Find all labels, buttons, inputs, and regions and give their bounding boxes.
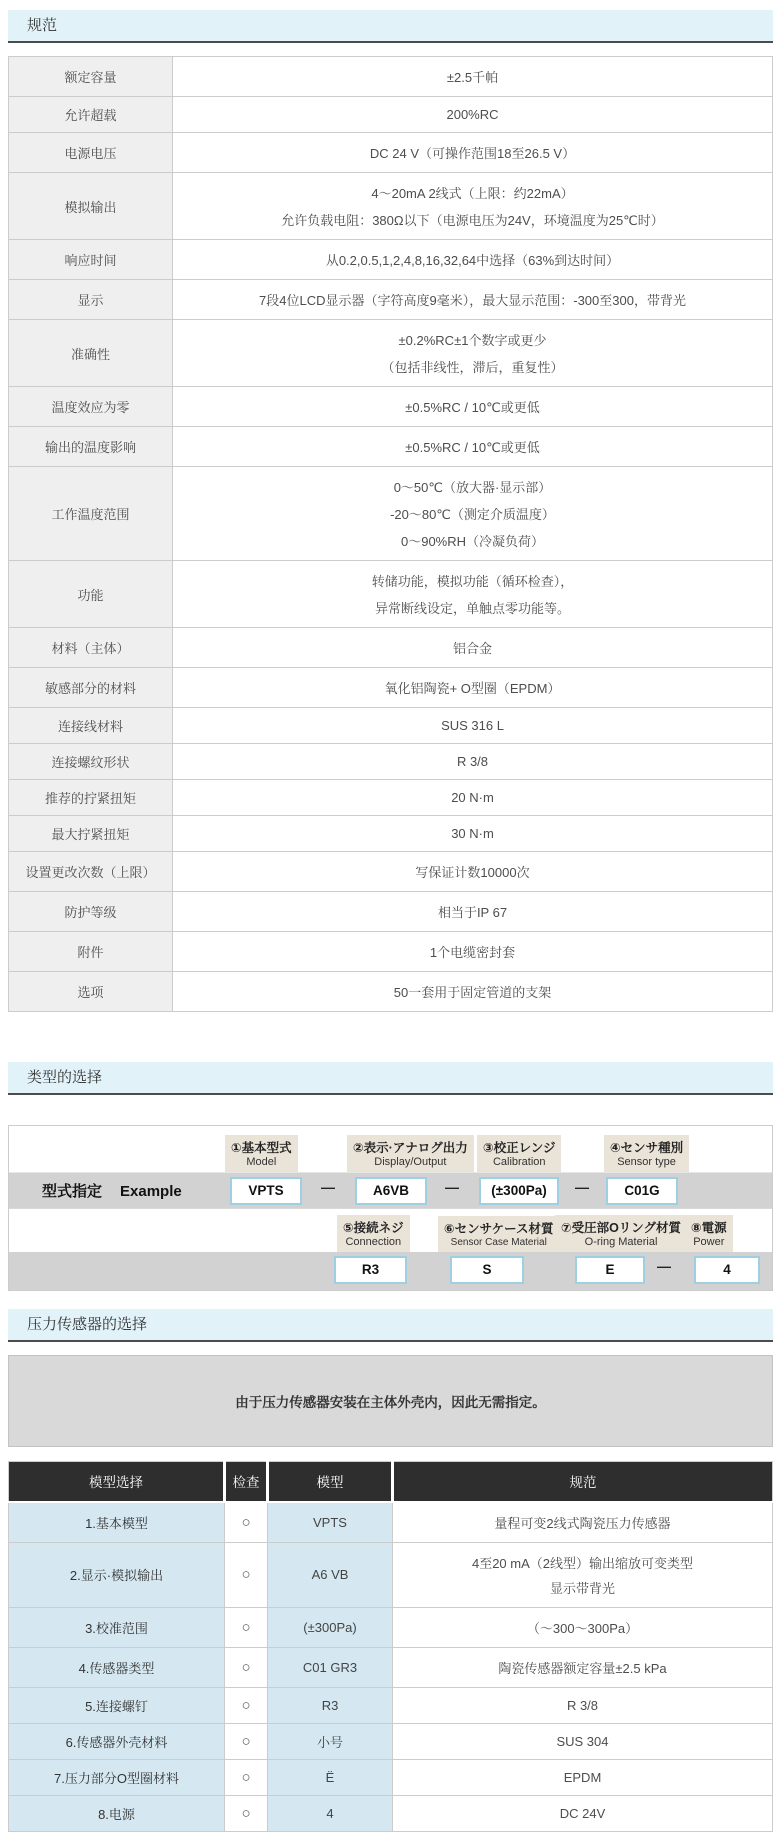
spec-value-line: 0～50℃（放大器·显示部）: [393, 480, 552, 495]
type-header-subtitle: Model: [246, 1156, 277, 1168]
spec-section-title: 规范: [27, 17, 58, 34]
spec-value-line: ±0.5%RC / 10℃或更低: [405, 400, 540, 415]
type-header-title: ⑦受圧部Oリング材質: [561, 1221, 682, 1235]
model-step-label: 4.传感器类型: [9, 1647, 225, 1687]
spec-row: [9, 240, 773, 280]
spec-row-label: 电源电压: [9, 133, 173, 173]
model-code: C01 GR3: [268, 1647, 393, 1687]
spec-value-line: 4～20mA 2线式（上限：约22mA）: [371, 186, 574, 201]
spec-value-line: 异常断线设定，单触点零功能等。: [374, 601, 570, 616]
spec-table: [8, 56, 773, 1012]
spec-value-line: -20～80℃（测定介质温度）: [390, 507, 555, 522]
spec-row-label: 最大拧紧扭矩: [9, 816, 173, 852]
type-example-row: [9, 1172, 772, 1208]
spec-value-line: ±0.2%RC±1个数字或更少: [398, 333, 547, 348]
spec-row: [9, 280, 773, 320]
spec-value-line: 铝合金: [452, 641, 492, 656]
type-header-sensor-type: [604, 1135, 689, 1172]
code-box-calibration: (±300Pa): [479, 1177, 559, 1205]
model-spec-line: DC 24V: [559, 1805, 606, 1821]
spec-row-label: 连接线材料: [9, 708, 173, 744]
model-spec: [393, 1723, 773, 1759]
spec-row-value: [173, 708, 773, 744]
spec-row: [9, 320, 773, 387]
model-spec: [393, 1502, 773, 1543]
spec-value-line: SUS 316 L: [441, 718, 504, 733]
model-code: VPTS: [268, 1502, 393, 1543]
model-step-label: 3.校准范围: [9, 1607, 225, 1647]
type-header-title: ④センサ種別: [610, 1141, 684, 1155]
type-header-title: ⑧電源: [691, 1221, 727, 1235]
spec-row-label: 功能: [9, 561, 173, 628]
spec-row: [9, 57, 773, 97]
model-code: Ë: [268, 1759, 393, 1795]
type-header-title: ⑥センサケース材質: [444, 1222, 554, 1236]
spec-row-label: 模拟输出: [9, 173, 173, 240]
sensor-note-box: [8, 1355, 773, 1447]
spec-row-value: [173, 744, 773, 780]
check-cell: [225, 1647, 268, 1687]
check-cell: [225, 1607, 268, 1647]
check-cell: [225, 1542, 268, 1607]
spec-row-label: 推荐的拧紧扭矩: [9, 780, 173, 816]
spec-value-line: 相当于IP 67: [437, 905, 508, 920]
type-selection-table: [8, 1125, 773, 1291]
model-step-label: 2.显示·模拟输出: [9, 1542, 225, 1607]
check-circle-icon: ○: [241, 1513, 251, 1531]
spec-row: [9, 744, 773, 780]
spec-row: [9, 780, 773, 816]
check-circle-icon: ○: [241, 1618, 251, 1636]
spec-row-value: [173, 427, 773, 467]
model-row: [9, 1542, 773, 1607]
model-row: [9, 1795, 773, 1831]
spec-row: [9, 387, 773, 427]
check-cell: [225, 1502, 268, 1543]
spec-row-label: 敏感部分的材料: [9, 668, 173, 708]
model-row: [9, 1647, 773, 1687]
spec-value-line: ±2.5千帕: [446, 70, 499, 85]
model-step-label: 8.电源: [9, 1795, 225, 1831]
type-header-subtitle: Sensor Case Material: [450, 1237, 547, 1248]
spec-value-line: ±0.5%RC / 10℃或更低: [405, 440, 540, 455]
model-spec-line: 4至20 mA（2线型）输出缩放可变类型: [471, 1555, 694, 1571]
type-header-title: ⑤接続ネジ: [343, 1221, 404, 1235]
spec-value-line: 从0.2,0.5,1,2,4,8,16,32,64中选择（63%到达时间）: [325, 253, 620, 268]
type-header-title: ③校正レンジ: [483, 1141, 556, 1155]
spec-row-value: [173, 173, 773, 240]
model-table-header-selection: 模型选择: [9, 1462, 225, 1502]
spec-row: [9, 427, 773, 467]
type-code-row-2: [9, 1252, 772, 1290]
model-table-header-check: 检查: [225, 1462, 268, 1502]
sensor-section-header: [8, 1309, 773, 1342]
code-box-model: VPTS: [230, 1177, 302, 1205]
spec-row: [9, 932, 773, 972]
type-header-subtitle: O-ring Material: [584, 1236, 658, 1248]
spec-row-label: 防护等级: [9, 892, 173, 932]
model-code: 小号: [268, 1723, 393, 1759]
model-row: [9, 1502, 773, 1543]
check-cell: [225, 1687, 268, 1723]
spec-row-value: [173, 467, 773, 561]
model-spec: [393, 1607, 773, 1647]
code-dash: —: [657, 1258, 671, 1274]
model-step-label: 7.压力部分O型圈材料: [9, 1759, 225, 1795]
spec-row: [9, 972, 773, 1012]
type-header-title: ①基本型式: [231, 1141, 292, 1155]
type-header-model: [225, 1135, 298, 1172]
spec-row-label: 允许超载: [9, 97, 173, 133]
model-step-label: 5.连接螺钉: [9, 1687, 225, 1723]
spec-row-value: [173, 133, 773, 173]
model-spec-line: SUS 304: [556, 1733, 609, 1749]
spec-row-label: 额定容量: [9, 57, 173, 97]
code-box-sensor-type: C01G: [606, 1177, 678, 1205]
spec-row-label: 设置更改次数（上限）: [9, 852, 173, 892]
code-box-connection: R3: [334, 1256, 407, 1284]
spec-row: [9, 892, 773, 932]
spec-row-value: [173, 628, 773, 668]
code-box-power: 4: [694, 1256, 760, 1284]
spec-row-value: [173, 932, 773, 972]
spec-section-header: [8, 10, 773, 43]
spec-value-line: 30 N·m: [451, 826, 494, 841]
spec-row: [9, 133, 773, 173]
spec-row-label: 选项: [9, 972, 173, 1012]
type-header-connection: [337, 1215, 410, 1252]
model-table-header-model: 模型: [268, 1462, 393, 1502]
type-header-calibration: [477, 1135, 561, 1172]
check-cell: [225, 1759, 268, 1795]
type-header-display-output: [347, 1135, 474, 1172]
model-code: R3: [268, 1687, 393, 1723]
model-row: [9, 1723, 773, 1759]
spec-value-line: 1个电缆密封套: [429, 945, 516, 960]
check-circle-icon: ○: [241, 1804, 251, 1822]
spec-row: [9, 628, 773, 668]
spec-row-label: 温度效应为零: [9, 387, 173, 427]
spec-value-line: 允许负载电阻：380Ω以下（电源电压为24V，环境温度为25℃时）: [281, 213, 664, 228]
code-box-display-output: A6VB: [355, 1177, 427, 1205]
code-dash: —: [575, 1179, 589, 1195]
spec-row-value: [173, 387, 773, 427]
type-header-subtitle: Display/Output: [374, 1156, 447, 1168]
model-spec-line: 陶瓷传感器额定容量±2.5 kPa: [498, 1660, 667, 1676]
model-table-header-spec: 规范: [393, 1462, 773, 1502]
type-section-header: [8, 1062, 773, 1095]
spec-row-value: [173, 320, 773, 387]
spec-row-value: [173, 57, 773, 97]
model-step-label: 6.传感器外壳材料: [9, 1723, 225, 1759]
spec-row-value: [173, 780, 773, 816]
example-label-cn: 型式指定: [42, 1183, 103, 1200]
check-cell: [225, 1795, 268, 1831]
spec-value-line: 转储功能，模拟功能（循环检查），: [371, 574, 574, 589]
spec-row-label: 响应时间: [9, 240, 173, 280]
model-spec-line: （～300～300Pa）: [526, 1620, 639, 1636]
spec-value-line: 0～90%RH（冷凝负荷）: [400, 534, 545, 549]
spec-row-value: [173, 668, 773, 708]
example-label-en: Example: [120, 1183, 182, 1200]
model-row: [9, 1687, 773, 1723]
check-circle-icon: ○: [241, 1658, 251, 1676]
type-header-subtitle: Connection: [345, 1236, 402, 1248]
spec-row-value: [173, 892, 773, 932]
spec-row-value: [173, 561, 773, 628]
type-section-title: 类型的选择: [27, 1069, 103, 1086]
check-circle-icon: ○: [241, 1566, 251, 1583]
model-table-header-row: [9, 1462, 773, 1502]
spec-row-label: 准确性: [9, 320, 173, 387]
model-spec-line: 显示带背光: [549, 1580, 615, 1596]
code-dash: —: [321, 1179, 335, 1195]
model-spec-line: R 3/8: [566, 1697, 599, 1713]
model-spec: [393, 1795, 773, 1831]
spec-value-line: 氧化铝陶瓷+ O型圈（EPDM）: [384, 681, 561, 696]
type-header-row-1: [9, 1126, 772, 1172]
type-header-subtitle: Sensor type: [617, 1156, 676, 1168]
model-selection-table: [8, 1461, 773, 1832]
model-code: A6 VB: [268, 1542, 393, 1607]
model-spec: [393, 1542, 773, 1607]
spec-value-line: （包括非线性，滞后，重复性）: [381, 360, 564, 375]
spec-row: [9, 97, 773, 133]
check-cell: [225, 1723, 268, 1759]
type-header-title: ②表示·アナログ出力: [353, 1141, 468, 1155]
spec-row: [9, 173, 773, 240]
model-spec-line: EPDM: [563, 1769, 602, 1785]
model-row: [9, 1759, 773, 1795]
spec-value-line: DC 24 V（可操作范围18至26.5 V）: [369, 146, 576, 161]
model-code: 4: [268, 1795, 393, 1831]
spec-value-line: 写保证计数10000次: [415, 865, 530, 880]
code-box-oring-material: E: [575, 1256, 645, 1284]
spec-row: [9, 708, 773, 744]
spec-row: [9, 467, 773, 561]
spec-value-line: R 3/8: [456, 754, 489, 769]
check-circle-icon: ○: [241, 1732, 251, 1750]
code-dash: —: [445, 1179, 459, 1195]
spec-row-value: [173, 852, 773, 892]
spec-row-value: [173, 280, 773, 320]
spec-value-line: 50一套用于固定管道的支架: [393, 985, 552, 1000]
type-header-sensor-case-material: [438, 1216, 559, 1252]
sensor-note-text: 由于压力传感器安装在主体外壳内，因此无需指定。: [235, 1395, 546, 1410]
model-spec: [393, 1759, 773, 1795]
spec-row-value: [173, 240, 773, 280]
spec-value-line: 7段4位LCD显示器（字符高度9毫米），最大显示范围：-300至300，带背光: [259, 293, 686, 308]
spec-row-value: [173, 816, 773, 852]
spec-row: [9, 668, 773, 708]
example-label: [42, 1180, 182, 1201]
spec-row-label: 显示: [9, 280, 173, 320]
model-row: [9, 1607, 773, 1647]
spec-row-label: 附件: [9, 932, 173, 972]
type-header-subtitle: Calibration: [492, 1156, 546, 1168]
spec-row-label: 输出的温度影响: [9, 427, 173, 467]
model-code: (±300Pa): [268, 1607, 393, 1647]
spec-row-label: 材料（主体）: [9, 628, 173, 668]
type-header-oring-material: [555, 1215, 687, 1252]
type-header-subtitle: Power: [693, 1236, 725, 1248]
code-box-sensor-case-material: S: [450, 1256, 524, 1284]
model-spec-line: 量程可变2线式陶瓷压力传感器: [494, 1515, 671, 1531]
spec-row-value: [173, 972, 773, 1012]
check-circle-icon: ○: [241, 1696, 251, 1714]
spec-row: [9, 852, 773, 892]
model-spec: [393, 1687, 773, 1723]
model-spec: [393, 1647, 773, 1687]
spec-row: [9, 816, 773, 852]
spec-row-label: 连接螺纹形状: [9, 744, 173, 780]
model-step-label: 1.基本模型: [9, 1502, 225, 1543]
sensor-section-title: 压力传感器的选择: [27, 1316, 148, 1333]
type-header-row-2: [9, 1208, 772, 1252]
spec-row-value: [173, 97, 773, 133]
spec-row-label: 工作温度范围: [9, 467, 173, 561]
type-header-power: [685, 1215, 733, 1252]
spec-row: [9, 561, 773, 628]
spec-value-line: 200%RC: [446, 107, 499, 122]
check-circle-icon: ○: [241, 1768, 251, 1786]
spec-value-line: 20 N·m: [451, 790, 494, 805]
